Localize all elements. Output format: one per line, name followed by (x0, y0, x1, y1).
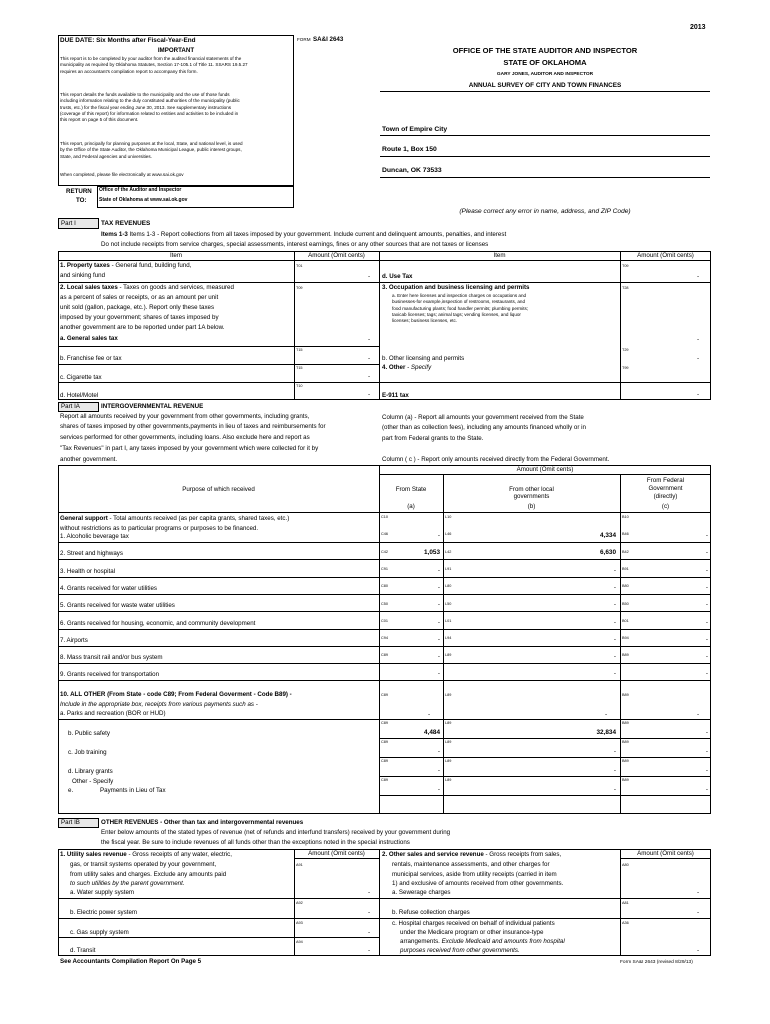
from-local-value[interactable]: - (613, 653, 616, 660)
sales-tax-desc: another government are to be reported under part 1A below. (60, 324, 225, 331)
row-divider (58, 663, 711, 664)
col-a-desc: Column (a) - Report all amounts your government received from the State (382, 414, 584, 421)
col-b-head2: governments (513, 493, 550, 500)
from-federal-value[interactable]: - (705, 786, 708, 793)
cigarette-tax: c. Cigarette tax (60, 374, 102, 381)
other-specify-ia: Other - Specify (72, 778, 114, 785)
intergov-row-label: 2. Street and highways (60, 550, 123, 557)
hotel-amount[interactable]: - (368, 391, 371, 398)
federal-code: B01 (622, 619, 629, 623)
col-b-sub: (b) (527, 503, 536, 510)
from-federal-value[interactable]: - (705, 670, 708, 677)
important-heading: IMPORTANT (157, 47, 195, 54)
col-item: Item (169, 252, 183, 259)
part-ib-title: OTHER REVENUES - Other than tax and intergovernmental revenues (101, 819, 304, 826)
state-code: C01 (381, 619, 388, 623)
e911-tax: E-911 tax (382, 392, 409, 399)
from-federal-value[interactable]: - (705, 549, 708, 556)
from-federal-value[interactable]: - (705, 584, 708, 591)
from-local-value[interactable]: - (613, 670, 616, 677)
other-sales-desc: 1) and exclusive of amounts received from other governments. (392, 880, 564, 887)
col-a-desc: (other than as collection fees), including any amounts financed wholly or in (382, 424, 586, 431)
row-divider (58, 680, 711, 681)
intergov-row-label: 5. Grants received for waste water utilities (60, 602, 175, 609)
local-code: L89 (445, 740, 452, 744)
gas-amount[interactable]: - (368, 929, 371, 936)
electric-amount[interactable]: - (368, 909, 371, 916)
from-state-value[interactable]: - (437, 786, 440, 793)
part-ia-desc: services performed for other governments, including loans. Also exclude here and report as (60, 434, 310, 441)
from-local-value[interactable]: 4,334 (600, 532, 616, 539)
footer-form: Form SA&I 2643 (revised 8/29/13) (620, 960, 693, 965)
intergov-row-label: c. Job training (68, 749, 107, 756)
part-ia-desc: Report all amounts received by your government from other governments, including grants, (60, 413, 310, 420)
col-a-desc: part from Federal grants to the State. (382, 435, 484, 442)
sinking-fund: and sinking fund (60, 272, 106, 279)
ia-amount-header: Amount (Omit cents) (516, 466, 574, 473)
local-code: L91 (445, 567, 452, 571)
electric-power: b. Electric power system (70, 909, 138, 916)
part-i-title: TAX REVENUES (101, 220, 151, 227)
col-c-head: From Federal (646, 477, 685, 484)
col-a-sub: (a) (407, 503, 415, 510)
auditor-name: GARY JONES, AUDITOR AND INSPECTOR (496, 72, 594, 77)
from-state-value[interactable]: - (437, 767, 440, 774)
state-code: C89 (381, 759, 388, 763)
occupation-licensing: 3. Occupation and business licensing and permits (382, 284, 530, 291)
transit: d. Transit (70, 947, 96, 954)
from-federal-value[interactable]: - (705, 532, 708, 539)
instructions-para2: This report details the funds available to the municipality and the use of those funds including information relating to the duly constituted authorities of the municipality (public trusts, etc.) for the fiscal year ending June 30, 2013. See supplementary instructions (coverage of this report) for information related to entities and activities to be included in this report on page 5 of this document. (60, 92, 240, 123)
state-code: C89 (381, 778, 388, 782)
use-tax-amount[interactable]: - (697, 273, 700, 280)
intergov-row-label: 1. Alcoholic beverage tax (60, 533, 129, 540)
transit-amount[interactable]: - (368, 947, 371, 954)
refuse-collection: b. Refuse collection charges (392, 909, 470, 916)
part-ib-inst1: Enter below amounts of the stated types of revenue (net of refunds and interfund transfers) received by your government during (101, 829, 451, 836)
sales-tax-desc: imposed by your government; shares of taxes imposed by (60, 314, 219, 321)
row-divider (58, 611, 711, 612)
from-state-value[interactable]: - (437, 584, 440, 591)
from-state-value[interactable]: - (437, 532, 440, 539)
hospital-charges: c. Hospital charges received on behalf of individual patients (392, 920, 555, 927)
refuse-amount[interactable]: - (697, 909, 700, 916)
intergov-row-label: 3. Health or hospital (60, 568, 116, 575)
federal-code: B89 (622, 653, 629, 657)
col-amount-right: Amount (Omit cents) (637, 252, 694, 259)
state-code: C89 (381, 740, 388, 744)
from-state-value[interactable]: 1,053 (424, 549, 440, 556)
local-code: L89 (445, 721, 452, 725)
intergov-row-label: b. Public safety (68, 730, 110, 737)
state-code: C10 (381, 515, 388, 519)
from-state-value[interactable]: - (437, 670, 440, 677)
from-local-value[interactable]: - (613, 601, 616, 608)
return-line2: State of Oklahoma at www.sai.ok.gov (99, 197, 188, 203)
intergov-row-label: 8. Mass transit rail and/or bus system (60, 654, 163, 661)
federal-code: B94 (622, 636, 629, 640)
federal-code: B91 (622, 567, 629, 571)
part-ia-desc: "Tax Revenues" in part I, any taxes imposed by your government which were collected for it by (60, 445, 319, 452)
return-line1: Office of the Auditor and Inspector (99, 187, 182, 193)
local-sales-taxes: 2. Local sales taxes - Taxes on goods and services, measured (60, 284, 234, 291)
federal-code: B50 (622, 602, 629, 606)
col-c-desc: Column ( c ) - Report only amounts received directly from the Federal Government. (382, 456, 610, 463)
local-code: L89 (445, 759, 452, 763)
parks-a[interactable]: - (428, 711, 431, 718)
survey-title: ANNUAL SURVEY OF CITY AND TOWN FINANCES (468, 82, 622, 89)
part-ia-desc: shares of taxes imposed by other governments,payments in lieu of taxes and reimbursements for (60, 423, 326, 430)
utility-desc-italic: to such utilities by the parent government. (70, 880, 185, 887)
row-divider (58, 594, 711, 595)
intergov-row-label: 9. Grants received for transportation (60, 671, 160, 678)
from-state-value[interactable]: - (437, 567, 440, 574)
state-code: C89 (381, 721, 388, 725)
federal-code: B89 (622, 778, 629, 782)
federal-code: B89 (622, 740, 629, 744)
from-local-value[interactable]: - (613, 748, 616, 755)
footer-compilation: See Accountants Compilation Report On Page 5 (60, 958, 202, 965)
form-number: SA&I 2643 (313, 36, 344, 43)
from-local-value[interactable]: - (613, 584, 616, 591)
from-state-value[interactable]: - (437, 636, 440, 643)
franchise-fee: b. Franchise fee or tax (60, 355, 122, 362)
all-other: 10. ALL OTHER (From State - code C89; From Federal Goverment - Code B89) - (60, 691, 292, 698)
local-code: L10 (445, 515, 452, 519)
row-divider (58, 646, 711, 647)
utility-desc: gas, or transit systems operated by your government, (70, 861, 217, 868)
return-label: RETURN (66, 188, 92, 195)
federal-code: B89 (622, 759, 629, 763)
local-code: L89 (445, 653, 452, 657)
sewerage: a. Sewerage charges (392, 889, 451, 896)
town-name[interactable]: Town of Empire City (382, 126, 448, 133)
other-licensing-amount[interactable]: - (697, 355, 700, 362)
cigarette-amount[interactable]: - (368, 373, 371, 380)
from-local-value[interactable]: - (613, 636, 616, 643)
row-divider (58, 629, 711, 630)
intergov-row-label: 4. Grants received for water utilities (60, 585, 157, 592)
federal-code: B80 (622, 584, 629, 588)
col-b-head: From other local (509, 486, 554, 493)
local-code: L50 (445, 602, 452, 606)
general-support: General support - Total amounts received (as per capita grants, shared taxes, etc.) (60, 515, 290, 522)
part-i-inst2: Do not include receipts from service charges, special assessments, interest earnings, fines or any other sources that are not taxes or licenses (101, 241, 489, 248)
street-address[interactable]: Route 1, Box 150 (382, 146, 437, 153)
other-sales-desc: rentals, maintenance assessments, and other charges for (392, 861, 550, 868)
from-state-value[interactable]: 4,484 (424, 729, 440, 736)
gas-supply: c. Gas supply system (70, 929, 129, 936)
federal-code: B10 (622, 515, 629, 519)
from-federal-value[interactable]: - (705, 748, 708, 755)
col-c-head3: (directly) (653, 493, 678, 500)
part-ia-label: Part IA (61, 403, 80, 410)
from-federal-value[interactable]: - (705, 619, 708, 626)
ib-amount-left: Amount (Omit cents) (308, 850, 365, 857)
from-federal-value[interactable]: - (705, 601, 708, 608)
hotel-motel: d. Hotel/Motel (60, 392, 99, 399)
water-supply: a. Water supply system (70, 889, 135, 896)
intergov-row-label: d. Library grants (68, 768, 113, 775)
row-divider (58, 542, 711, 543)
parks-b[interactable]: - (605, 711, 608, 718)
from-local-value[interactable]: - (613, 767, 616, 774)
report-year: 2013 (690, 24, 706, 31)
from-federal-value[interactable]: - (705, 767, 708, 774)
correct-note: (Please correct any error in name, address, and ZIP Code) (459, 208, 631, 215)
licensing-amount[interactable]: - (697, 336, 700, 343)
col-amount: Amount (Omit cents) (308, 252, 365, 259)
licensing-desc: a. Enter here licenses and inspection charges on occupations and businesses-for example,inspection of restrooms, restaurants, and food manufacturing plants; food handler permits; plumbing permits; taxicab licenses; tags; animal tags; vending licenses, and liquor licenses; business licenses, etc. (392, 293, 529, 324)
from-federal-value[interactable]: - (705, 567, 708, 574)
file-electronically: When completed, please file electronically at www.sai.ok.gov (60, 172, 184, 177)
from-local-value[interactable]: - (613, 619, 616, 626)
from-state-value[interactable]: - (437, 748, 440, 755)
utility-sales: 1. Utility sales revenue - Gross receipts of any water, electric, (60, 851, 232, 858)
instructions-para1: This report is to be completed by your auditor from the audited financial statements of the municipality as required by Oklahoma Statutes, Section 17-105.1 of Title 11. SSARS 19.5.27 requires an accountant's compilation report to accompany this form. (60, 56, 248, 74)
other-licensing: b. Other licensing and permits (382, 355, 465, 362)
general-sales-tax: a. General sales tax (60, 335, 118, 342)
intergov-row-label: 6. Grants received for housing, economic, and community development (60, 620, 256, 627)
hospital-desc: arrangements. Exclude Medicaid and amounts from hospital (400, 938, 565, 945)
payments-in-lieu: Payments in Lieu of Tax (100, 787, 166, 794)
state-code: C46 (381, 532, 388, 536)
hospital-desc: under the Medicare program or other insurance-type (400, 929, 544, 936)
local-code: L80 (445, 584, 452, 588)
part-i-inst1: Items 1-3 Items 1-3 - Report collections from all taxes imposed by your government. Include current and delinquent amounts, penalties, and interest (101, 231, 507, 238)
from-local-value[interactable]: 6,630 (600, 549, 616, 556)
hospital-amount[interactable]: - (697, 947, 700, 954)
from-local-value[interactable]: - (613, 786, 616, 793)
col-a-head: From State (395, 486, 427, 493)
from-state-value[interactable]: - (437, 653, 440, 660)
state-code: C94 (381, 636, 388, 640)
from-state-value[interactable]: - (437, 619, 440, 626)
form-prefix: FORM (297, 37, 311, 42)
other-sales-service: 2. Other sales and service revenue - Gross receipts from sales, (382, 851, 562, 858)
parks-recreation: a. Parks and recreation (BOR or HUD) (60, 710, 166, 717)
state-title: STATE OF OKLAHOMA (503, 58, 587, 67)
e911-amount[interactable]: - (697, 391, 700, 398)
sales-tax-desc: unit sold (gallon, package, etc.). Report only these taxes (60, 304, 215, 311)
row-divider (58, 577, 711, 578)
office-title: OFFICE OF THE STATE AUDITOR AND INSPECTOR (452, 46, 638, 55)
use-tax: d. Use Tax (382, 273, 413, 280)
due-date: DUE DATE: Six Months after Fiscal-Year-End (60, 37, 196, 44)
federal-code: B42 (622, 550, 629, 554)
ib-amount-right: Amount (Omit cents) (637, 850, 694, 857)
state-code: C42 (381, 550, 388, 554)
other-specify: 4. Other - Specify (382, 364, 432, 371)
local-code: L01 (445, 619, 452, 623)
general-sales-amount[interactable]: - (368, 336, 371, 343)
intergov-row-label: 7. Airports (60, 637, 88, 644)
local-code: L46 (445, 532, 452, 536)
sewerage-amount[interactable]: - (697, 889, 700, 896)
local-code: L42 (445, 550, 452, 554)
city-state-zip[interactable]: Duncan, OK 73533 (382, 167, 442, 174)
local-code: L89 (445, 778, 452, 782)
state-code: C91 (381, 567, 388, 571)
from-federal-value[interactable]: - (705, 653, 708, 660)
property-tax-amount[interactable]: - (368, 273, 371, 280)
parks-c[interactable]: - (697, 711, 700, 718)
from-state-value[interactable]: - (437, 601, 440, 608)
from-federal-value[interactable]: - (705, 729, 708, 736)
part-ia-title: INTERGOVERNMENTAL REVENUE (101, 403, 204, 410)
part-ia-desc: another government. (60, 456, 118, 463)
general-support-desc: without restrictions as to particular programs or purposes to be financed. (60, 525, 259, 532)
row-divider (58, 559, 711, 560)
water-amount[interactable]: - (368, 889, 371, 896)
purpose-header: Purpose of which received (182, 486, 255, 493)
other-sales-desc: municipal services, aside from utility receipts (carried in item (392, 871, 557, 878)
instructions-para3: This report, principally for planning purposes at the local, State, and national level, is used by the Office of the State Auditor, the Oklahoma Municipal League, public interest groups, State, and Federal agencies and universities. (60, 141, 243, 159)
utility-desc: from utility sales and charges. Exclude any amounts paid (70, 871, 227, 878)
row-divider (379, 757, 711, 758)
federal-code: B89 (622, 721, 629, 725)
local-code: L94 (445, 636, 452, 640)
state-code: C89 (381, 653, 388, 657)
state-code: C80 (381, 584, 388, 588)
row-divider (379, 795, 711, 796)
part-ib-label: Part IB (61, 819, 80, 826)
part-i-label: Part I (61, 220, 76, 227)
col-c-head2: Government (648, 485, 683, 492)
hospital-desc: purposes received from other governments. (400, 947, 520, 954)
sales-tax-desc: as a percent of sales or receipts, or as an amount per unit (60, 294, 219, 301)
col-c-sub: (c) (661, 503, 670, 510)
all-other-desc: Include in the appropriate box, receipts from various payments such as - (60, 701, 258, 708)
to-label: TO: (76, 197, 87, 204)
intergov-row-label: e. (68, 787, 74, 794)
from-local-value[interactable]: 32,834 (596, 729, 616, 736)
row-divider (379, 738, 711, 739)
from-local-value[interactable]: - (613, 567, 616, 574)
from-federal-value[interactable]: - (705, 636, 708, 643)
state-code: C50 (381, 602, 388, 606)
col-item-right: Item (493, 252, 506, 259)
part-ib-inst2: the fiscal year. Be sure to include revenues of all funds other than the exceptions noted in the special instructions (101, 839, 410, 846)
federal-code: B46 (622, 532, 629, 536)
row-divider (379, 776, 711, 777)
property-taxes: 1. Property taxes - General fund, building fund, (60, 262, 192, 269)
franchise-amount[interactable]: - (368, 355, 371, 362)
